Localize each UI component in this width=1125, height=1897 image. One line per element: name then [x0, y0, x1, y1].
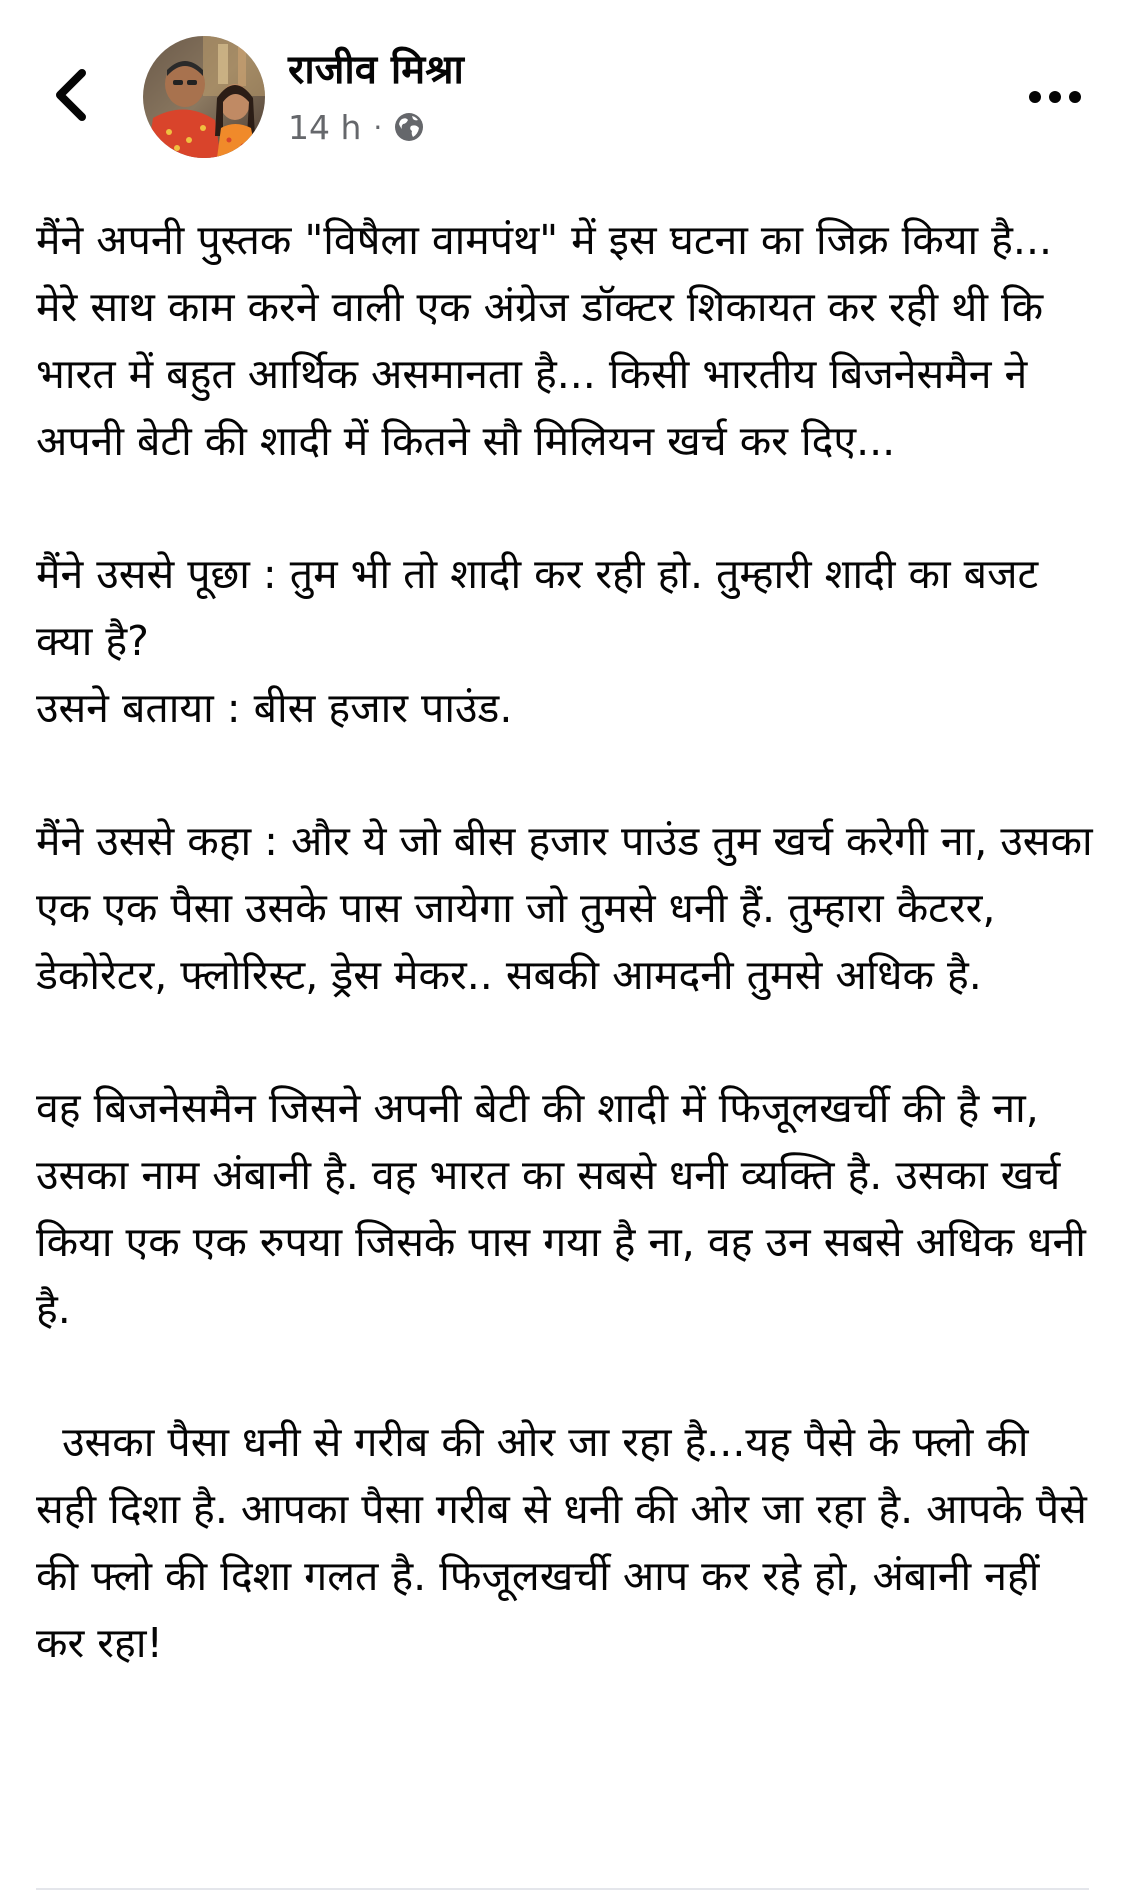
post-paragraph: वह बिजनेसमैन जिसने अपनी बेटी की शादी में फिजूलखर्ची की है ना, उसका नाम अंबानी है. वह भारत का सबसे धनी व्यक्ति है. उसका खर्च किया एक एक रुपया जिसके पास गया है ना, वह उन सबसे अधिक धनी है. — [36, 1084, 1099, 1333]
avatar-photo — [143, 36, 265, 158]
divider — [36, 1888, 1089, 1890]
post-timestamp[interactable]: 14 h — [288, 107, 362, 147]
avatar[interactable] — [143, 36, 265, 158]
more-horizontal-icon — [1028, 90, 1082, 104]
post-header — [0, 0, 1125, 190]
chevron-left-icon — [52, 67, 88, 123]
meta-separator: · — [373, 110, 383, 144]
post-paragraph: मैंने अपनी पुस्तक "विषैला वामपंथ" में इस घटना का जिक्र किया है... मेरे साथ काम करने वाली एक अंग्रेज डॉक्टर शिकायत कर रही थी कि भारत में बहुत आर्थिक असमानता है... किसी भारतीय बिजनेसमैन ने अपनी बेटी की शादी में कितने सौ मिलियन खर्च कर दिए... — [36, 216, 1053, 465]
more-options-button[interactable] — [1020, 72, 1090, 122]
post-paragraph: मैंने उससे कहा : और ये जो बीस हजार पाउंड तुम खर्च करेगी ना, उसका एक एक पैसा उसके पास जायेगा जो तुमसे धनी हैं. तुम्हारा कैटरर, डेकोरेटर, फ्लोरिस्ट, ड्रेस मेकर.. सबकी आमदनी तुमसे अधिक है. — [36, 817, 1106, 999]
back-button[interactable] — [40, 55, 100, 135]
post-paragraph: उसका पैसा धनी से गरीब की ओर जा रहा है...यह पैसे के फ्लो की सही दिशा है. आपका पैसा गरीब से धनी की ओर जा रहा है. आपके पैसे की फ्लो की दिशा गलत है. फिजूलखर्ची आप कर रहे हो, अंबानी नहीं कर रहा! — [36, 1418, 1100, 1667]
author-name[interactable]: राजीव मिश्रा — [288, 47, 464, 93]
post-paragraph: मैंने उससे पूछा : तुम भी तो शादी कर रही हो. तुम्हारी शादी का बजट क्या है? उसने बताया : बीस हजार पाउंड. — [36, 550, 1039, 732]
post-meta — [288, 105, 426, 149]
globe-icon[interactable] — [392, 110, 426, 144]
post-text — [36, 207, 1106, 1677]
